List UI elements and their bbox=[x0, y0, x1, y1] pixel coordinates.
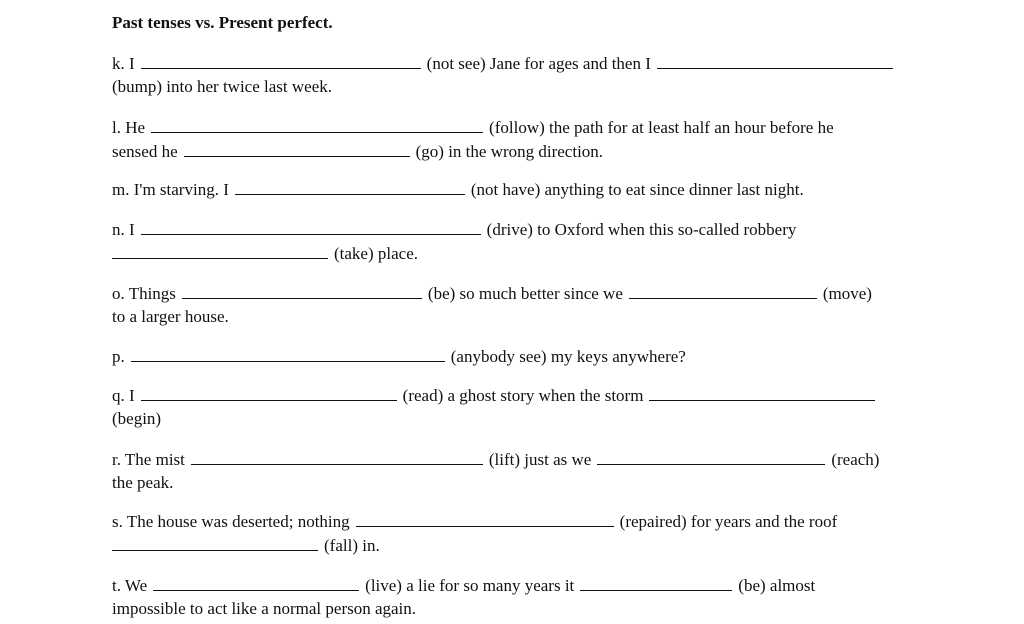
exercise-s-hint-2: (fall) in. bbox=[324, 536, 380, 555]
exercise-t-line2 bbox=[112, 598, 416, 620]
exercise-l-line2 bbox=[112, 140, 603, 163]
exercise-q-line2 bbox=[112, 408, 161, 430]
exercise-p-prefix: p. bbox=[112, 347, 125, 366]
exercise-o-line1 bbox=[112, 282, 872, 305]
exercise-s-prefix: s. The house was deserted; nothing bbox=[112, 512, 350, 531]
exercise-m-line1 bbox=[112, 178, 804, 201]
worksheet bbox=[112, 0, 972, 624]
exercise-l-line1 bbox=[112, 116, 834, 139]
exercise-r-blank-1[interactable] bbox=[191, 448, 483, 465]
exercise-n-prefix: n. I bbox=[112, 220, 135, 239]
exercise-l-blank-1[interactable] bbox=[151, 116, 483, 133]
exercise-t-hint: (live) a lie for so many years it bbox=[365, 576, 575, 595]
exercise-m-hint: (not have) anything to eat since dinner last night. bbox=[470, 180, 804, 199]
exercise-k-continuation: (bump) into her twice last week. bbox=[112, 77, 332, 96]
exercise-k-line1 bbox=[112, 52, 899, 75]
exercise-s-line2 bbox=[112, 534, 380, 557]
exercise-r-prefix: r. The mist bbox=[112, 450, 185, 469]
exercise-k-hint: (not see) Jane for ages and then I bbox=[426, 54, 651, 73]
exercise-k-blank-1[interactable] bbox=[141, 52, 421, 69]
exercise-r-hint: (lift) just as we bbox=[488, 450, 592, 469]
exercise-o-blank-2[interactable] bbox=[629, 282, 817, 299]
exercise-n-line2 bbox=[112, 242, 418, 265]
exercise-r-line1 bbox=[112, 448, 879, 471]
exercise-r-line2 bbox=[112, 472, 173, 494]
exercise-s-blank-2[interactable] bbox=[112, 534, 318, 551]
exercise-t-continuation: impossible to act like a normal person again. bbox=[112, 599, 417, 618]
exercise-t-blank-1[interactable] bbox=[153, 574, 359, 591]
exercise-o-hint-2: (move) bbox=[822, 284, 872, 303]
exercise-k-prefix: k. I bbox=[112, 54, 135, 73]
exercise-q-prefix: q. I bbox=[112, 386, 135, 405]
exercise-q-blank-2[interactable] bbox=[649, 384, 875, 401]
exercise-m-blank-1[interactable] bbox=[235, 178, 465, 195]
exercise-p-blank-1[interactable] bbox=[131, 345, 445, 362]
exercise-l-blank-2[interactable] bbox=[184, 140, 410, 157]
exercise-s-line1 bbox=[112, 510, 837, 533]
worksheet-title: Past tenses vs. Present perfect. bbox=[112, 13, 333, 32]
exercise-q-line1 bbox=[112, 384, 881, 407]
exercise-t-line1 bbox=[112, 574, 815, 597]
exercise-t-blank-2[interactable] bbox=[580, 574, 732, 591]
exercise-t-hint-2: (be) almost bbox=[738, 576, 816, 595]
exercise-n-blank-1[interactable] bbox=[141, 218, 481, 235]
exercise-n-line1 bbox=[112, 218, 796, 241]
exercise-o-blank-1[interactable] bbox=[182, 282, 422, 299]
exercise-k-line2 bbox=[112, 76, 332, 98]
exercise-n-hint: (drive) to Oxford when this so-called robbery bbox=[486, 220, 797, 239]
exercise-k-blank-2[interactable] bbox=[657, 52, 893, 69]
exercise-o-line2 bbox=[112, 306, 229, 328]
exercise-q-continuation: (begin) bbox=[112, 409, 162, 428]
exercise-o-prefix: o. Things bbox=[112, 284, 176, 303]
exercise-n-hint-2: (take) place. bbox=[334, 244, 418, 263]
exercise-n-blank-2[interactable] bbox=[112, 242, 328, 259]
exercise-o-hint: (be) so much better since we bbox=[427, 284, 623, 303]
exercise-l-prefix: l. He bbox=[112, 118, 146, 137]
exercise-r-continuation: the peak. bbox=[112, 473, 174, 492]
exercise-l-prefix-2: sensed he bbox=[112, 142, 178, 161]
exercise-q-hint: (read) a ghost story when the storm bbox=[402, 386, 644, 405]
exercise-s-hint: (repaired) for years and the roof bbox=[619, 512, 838, 531]
exercise-l-hint-2: (go) in the wrong direction. bbox=[415, 142, 604, 161]
exercise-r-hint-2: (reach) bbox=[831, 450, 880, 469]
exercise-q-blank-1[interactable] bbox=[141, 384, 397, 401]
exercise-s-blank-1[interactable] bbox=[356, 510, 614, 527]
exercise-p-line1 bbox=[112, 345, 686, 368]
exercise-t-prefix: t. We bbox=[112, 576, 148, 595]
exercise-m-prefix: m. I'm starving. I bbox=[112, 180, 229, 199]
exercise-o-continuation: to a larger house. bbox=[112, 307, 229, 326]
exercise-l-hint: (follow) the path for at least half an hour before he bbox=[489, 118, 834, 137]
exercise-p-hint: (anybody see) my keys anywhere? bbox=[450, 347, 686, 366]
exercise-r-blank-2[interactable] bbox=[597, 448, 825, 465]
